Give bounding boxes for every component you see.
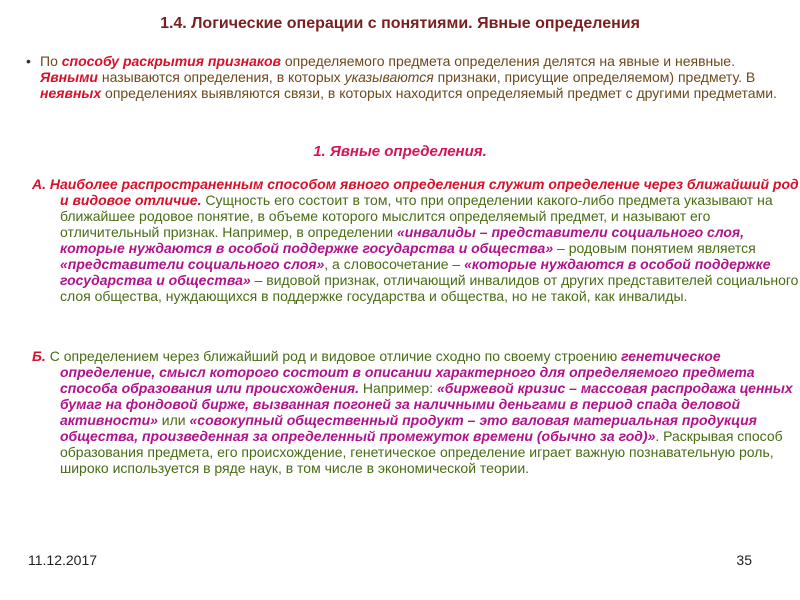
para-b-example: «биржевой кризис – массовая распродажа ценных бумаг на фондовой бирже, вызванная погоней за наличными деньгами в период спада деловой активности» bbox=[60, 380, 793, 428]
para-a-example: «которые нуждаются в особой поддержке государства и общества» bbox=[60, 256, 771, 288]
page-number: 35 bbox=[736, 552, 752, 568]
bullet-text: определениях выявляются связи, в которых находится определяемый предмет с другими предметами. bbox=[101, 85, 777, 101]
bullet-emphasis: неявных bbox=[40, 85, 102, 101]
bullet-emphasis: способу раскрытия признаков bbox=[61, 53, 281, 69]
bullet-text: признаки, присущие определяемом) предмету. В bbox=[433, 69, 756, 85]
para-b-example: «совокупный общественный продукт – это валовая материальная продукция общества, произведенная за определенный промежуток времени (обычно за год)» bbox=[60, 412, 757, 444]
para-b-text: или bbox=[157, 412, 190, 428]
bullet-text: называются определения, в которых bbox=[97, 69, 345, 85]
footer-date: 11.12.2017 bbox=[28, 552, 98, 568]
para-a-text: , а словосочетание – bbox=[324, 256, 465, 272]
bullet-text: По bbox=[40, 53, 62, 69]
para-a-example: «представители социального слоя» bbox=[60, 256, 325, 272]
para-a-text: – родовым понятием является bbox=[553, 240, 756, 256]
para-a-text: – видовой признак, отличающий инвалидов от других представителей социального слоя общества, нуждающихся в поддержке государства и общества, но не такой, как инвалиды. bbox=[60, 272, 799, 304]
para-a-example: «инвалиды – представители социального слоя, которые нуждаются в особой поддержке государства и общества» bbox=[60, 224, 745, 256]
paragraph-b bbox=[32, 348, 800, 476]
para-b-definition: генетическое определение, смысл которого состоит в описании характерного для определяемого предмета способа образования или происхождения. bbox=[60, 348, 755, 396]
para-a-text: Сущность его состоит в том, что при определении какого-либо предмета указывают на ближайшее родовое понятие, в объеме которого мыслится определяемый предмет, и называют его отличительный признак. Например, в определении bbox=[60, 192, 773, 240]
section-heading: 1. Явные определения. bbox=[313, 143, 487, 160]
para-b-text: С определением через ближайший род и видовое отличие сходно по своему строению bbox=[45, 348, 622, 364]
intro-bullet bbox=[26, 53, 780, 101]
para-b-text: Например: bbox=[359, 380, 437, 396]
para-b-text: . Раскрывая способ образования предмета, его происхождение, генетическое определение играет важную познавательную роль, широко используется в ряде наук, в том числе в экономической теории. bbox=[60, 428, 783, 476]
para-a-lead: А. Наиболее распространенным способом явного определения служит определение через ближайший род и видовое отличие. bbox=[32, 176, 799, 208]
paragraph-a bbox=[32, 176, 800, 304]
bullet-marker: • bbox=[26, 53, 31, 69]
bullet-emphasis: Явными bbox=[40, 69, 98, 85]
slide-title: 1.4. Логические операции с понятиями. Явные определения bbox=[160, 15, 640, 32]
bullet-italic: указываются bbox=[344, 69, 434, 85]
para-b-marker: Б. bbox=[32, 348, 46, 364]
bullet-text: определяемого предмета определения делятся на явные и неявные. bbox=[280, 53, 735, 69]
